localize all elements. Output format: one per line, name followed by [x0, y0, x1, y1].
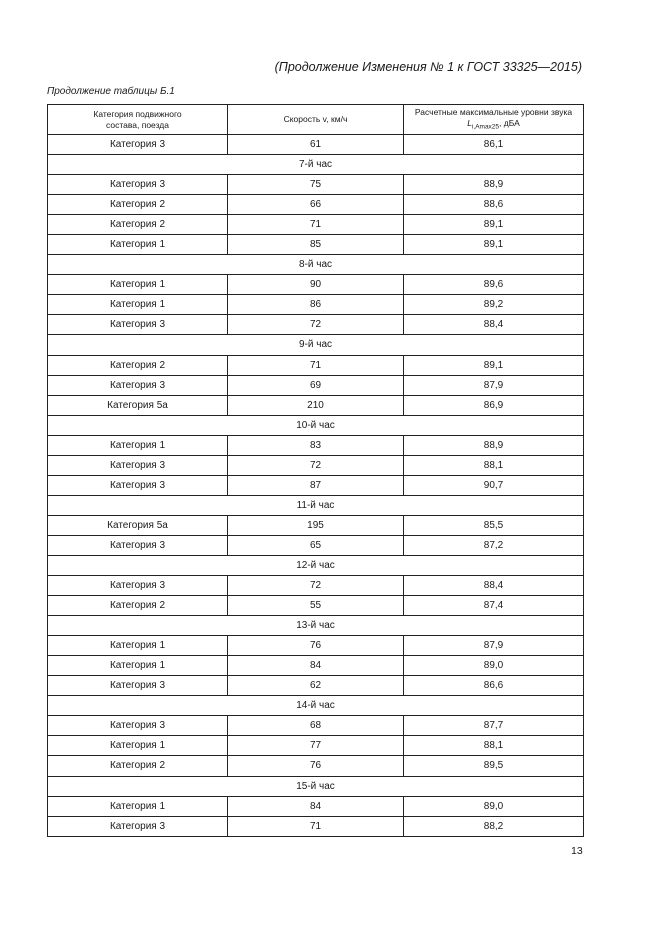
cell-speed: 55: [228, 596, 404, 616]
table-row: [48, 375, 584, 395]
table-row: [48, 736, 584, 756]
cell-speed: 61: [228, 135, 404, 155]
table-group-row: [48, 495, 584, 515]
header-sound-symbol: L: [467, 117, 472, 128]
cell-category: Категория 3: [48, 455, 228, 475]
cell-sound-level: 88,9: [404, 175, 584, 195]
group-label: 15-й час: [48, 776, 584, 796]
group-label: 8-й час: [48, 255, 584, 275]
table-row: [48, 215, 584, 235]
cell-speed: 83: [228, 435, 404, 455]
cell-category: Категория 3: [48, 676, 228, 696]
cell-sound-level: 87,4: [404, 596, 584, 616]
header-sound-main: Расчетные максимальные уровни звука: [414, 106, 573, 117]
cell-speed: 62: [228, 676, 404, 696]
table-row: [48, 395, 584, 415]
cell-sound-level: 89,1: [404, 215, 584, 235]
header-speed: Скорость v, км/ч: [228, 105, 404, 135]
cell-category: Категория 2: [48, 355, 228, 375]
cell-category: Категория 3: [48, 315, 228, 335]
cell-category: Категория 1: [48, 235, 228, 255]
cell-speed: 65: [228, 535, 404, 555]
cell-sound-level: 88,2: [404, 816, 584, 836]
cell-sound-level: 88,1: [404, 736, 584, 756]
table-group-row: [48, 696, 584, 716]
cell-sound-level: 89,6: [404, 275, 584, 295]
cell-speed: 72: [228, 315, 404, 335]
cell-speed: 72: [228, 455, 404, 475]
cell-speed: 84: [228, 796, 404, 816]
cell-category: Категория 1: [48, 435, 228, 455]
cell-speed: 86: [228, 295, 404, 315]
cell-category: Категория 1: [48, 796, 228, 816]
cell-sound-level: 86,1: [404, 135, 584, 155]
cell-sound-level: 85,5: [404, 515, 584, 535]
table-row: [48, 636, 584, 656]
group-label: 12-й час: [48, 555, 584, 575]
header-category: Категория подвижного состава, поезда: [48, 105, 228, 135]
cell-sound-level: 89,2: [404, 295, 584, 315]
table-row: [48, 275, 584, 295]
cell-speed: 210: [228, 395, 404, 415]
table-group-row: [48, 415, 584, 435]
cell-category: Категория 3: [48, 175, 228, 195]
table-row: [48, 716, 584, 736]
cell-category: Категория 3: [48, 135, 228, 155]
cell-speed: 69: [228, 375, 404, 395]
table-body: [48, 135, 584, 837]
table-row: [48, 756, 584, 776]
cell-category: Категория 1: [48, 636, 228, 656]
cell-sound-level: 86,9: [404, 395, 584, 415]
table-row: [48, 455, 584, 475]
cell-sound-level: 88,4: [404, 315, 584, 335]
cell-speed: 85: [228, 235, 404, 255]
cell-category: Категория 1: [48, 295, 228, 315]
cell-sound-level: 88,9: [404, 435, 584, 455]
cell-category: Категория 5а: [48, 515, 228, 535]
cell-sound-level: 89,1: [404, 235, 584, 255]
cell-speed: 71: [228, 355, 404, 375]
document-header-note: (Продолжение Изменения № 1 к ГОСТ 33325—2015): [274, 60, 582, 74]
cell-sound-level: 88,1: [404, 455, 584, 475]
table-group-row: [48, 555, 584, 575]
table-header-row: [48, 105, 584, 135]
cell-speed: 90: [228, 275, 404, 295]
table-row: [48, 135, 584, 155]
table-row: [48, 175, 584, 195]
table-row: [48, 475, 584, 495]
table-row: [48, 576, 584, 596]
page-number: 13: [571, 845, 583, 857]
group-label: 13-й час: [48, 616, 584, 636]
table-row: [48, 315, 584, 335]
cell-category: Категория 1: [48, 656, 228, 676]
cell-sound-level: 89,1: [404, 355, 584, 375]
table-row: [48, 435, 584, 455]
group-label: 10-й час: [48, 415, 584, 435]
table-group-row: [48, 255, 584, 275]
cell-speed: 77: [228, 736, 404, 756]
cell-speed: 75: [228, 175, 404, 195]
table-row: [48, 515, 584, 535]
cell-category: Категория 3: [48, 816, 228, 836]
table-group-row: [48, 776, 584, 796]
cell-sound-level: 86,6: [404, 676, 584, 696]
table-row: [48, 195, 584, 215]
noise-levels-table: [47, 104, 584, 837]
table-group-row: [48, 616, 584, 636]
cell-speed: 87: [228, 475, 404, 495]
cell-category: Категория 3: [48, 716, 228, 736]
table-row: [48, 535, 584, 555]
table-row: [48, 355, 584, 375]
cell-sound-level: 88,6: [404, 195, 584, 215]
cell-sound-level: 89,5: [404, 756, 584, 776]
cell-speed: 71: [228, 215, 404, 235]
table-row: [48, 295, 584, 315]
cell-sound-level: 87,7: [404, 716, 584, 736]
group-label: 9-й час: [48, 335, 584, 355]
cell-speed: 68: [228, 716, 404, 736]
table-row: [48, 676, 584, 696]
cell-speed: 84: [228, 656, 404, 676]
cell-speed: 71: [228, 816, 404, 836]
cell-sound-level: 89,0: [404, 796, 584, 816]
table-row: [48, 816, 584, 836]
cell-category: Категория 3: [48, 576, 228, 596]
cell-category: Категория 3: [48, 535, 228, 555]
cell-sound-level: 90,7: [404, 475, 584, 495]
cell-category: Категория 2: [48, 756, 228, 776]
header-sound-level: [404, 105, 584, 135]
cell-speed: 72: [228, 576, 404, 596]
cell-category: Категория 5а: [48, 395, 228, 415]
group-label: 11-й час: [48, 495, 584, 515]
table-caption: Продолжение таблицы Б.1: [47, 86, 175, 97]
cell-sound-level: 87,9: [404, 636, 584, 656]
table-row: [48, 656, 584, 676]
cell-category: Категория 2: [48, 215, 228, 235]
cell-speed: 76: [228, 636, 404, 656]
cell-category: Категория 2: [48, 596, 228, 616]
cell-sound-level: 87,2: [404, 535, 584, 555]
table-row: [48, 235, 584, 255]
cell-sound-level: 88,4: [404, 576, 584, 596]
cell-sound-level: 89,0: [404, 656, 584, 676]
cell-category: Категория 2: [48, 195, 228, 215]
cell-speed: 76: [228, 756, 404, 776]
cell-speed: 66: [228, 195, 404, 215]
cell-sound-level: 87,9: [404, 375, 584, 395]
cell-speed: 195: [228, 515, 404, 535]
table-row: [48, 596, 584, 616]
cell-category: Категория 3: [48, 475, 228, 495]
header-sound-subscript: i,Amax25: [471, 123, 500, 131]
table-group-row: [48, 155, 584, 175]
header-sound-unit: , дБА: [499, 117, 520, 128]
group-label: 7-й час: [48, 155, 584, 175]
table-row: [48, 796, 584, 816]
cell-category: Категория 3: [48, 375, 228, 395]
cell-category: Категория 1: [48, 736, 228, 756]
group-label: 14-й час: [48, 696, 584, 716]
cell-category: Категория 1: [48, 275, 228, 295]
table-group-row: [48, 335, 584, 355]
